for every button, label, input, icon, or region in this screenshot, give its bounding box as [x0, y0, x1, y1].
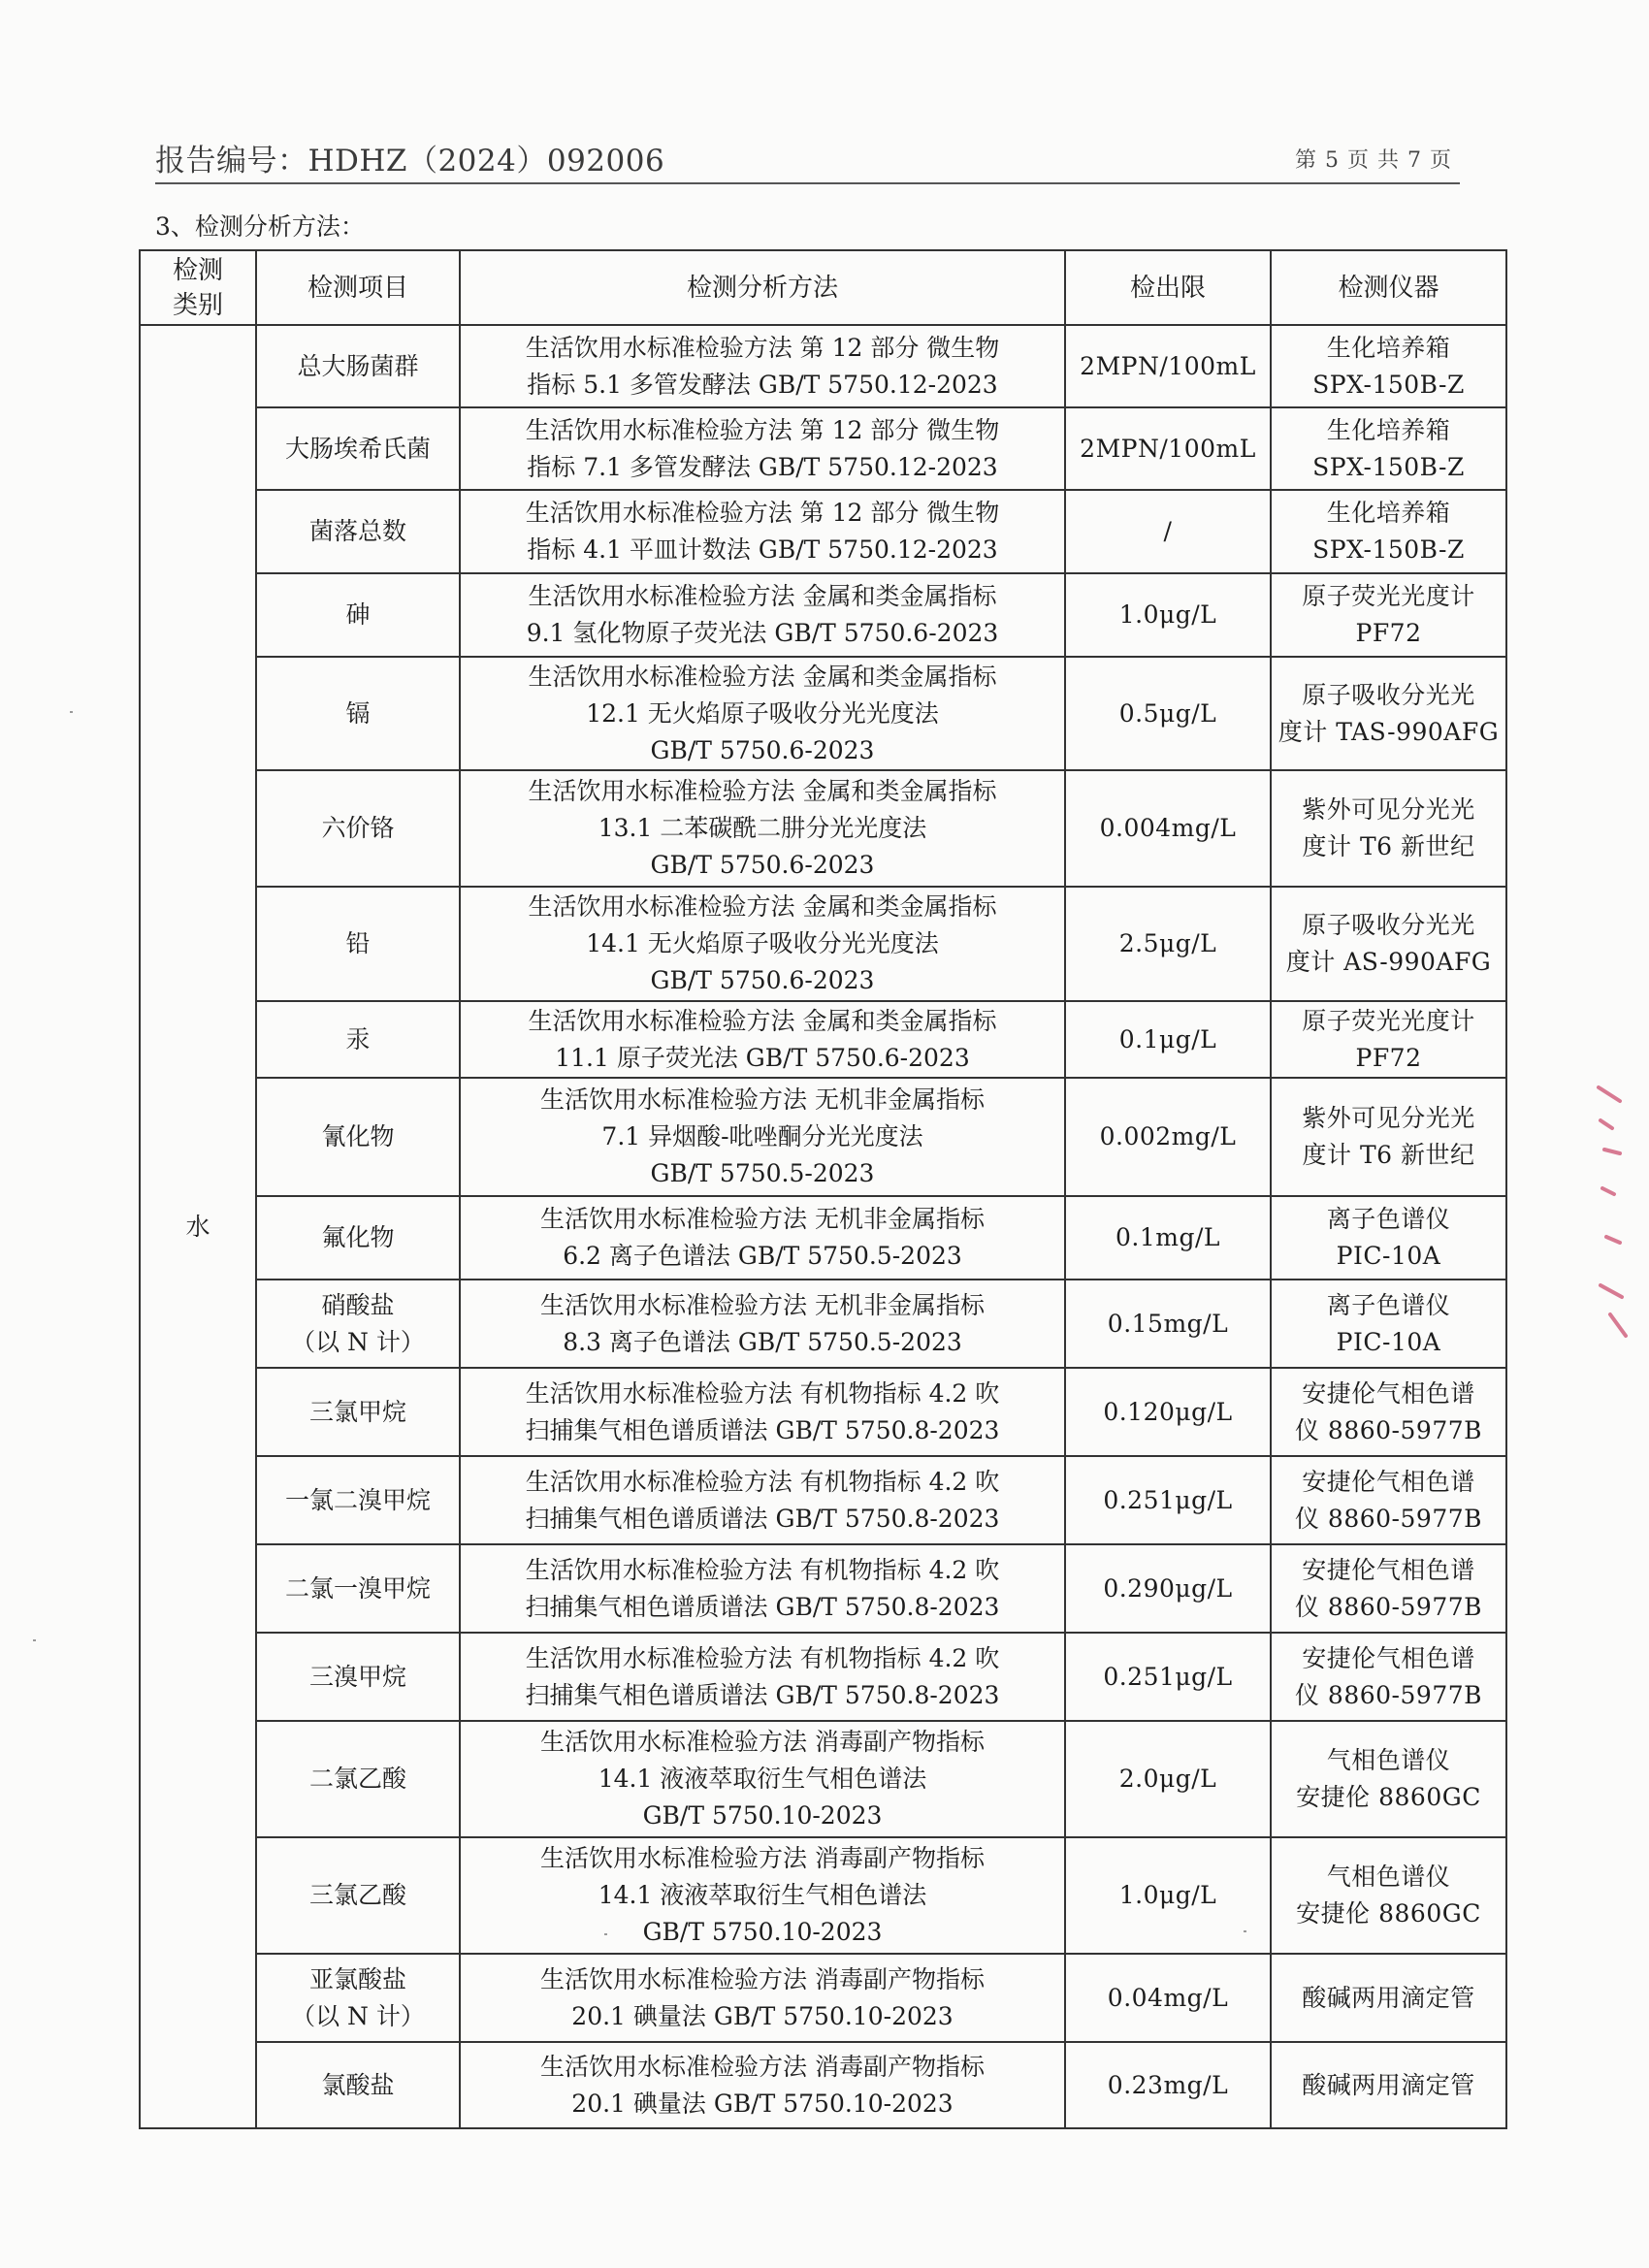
- limit-cell: 2.0μg/L: [1065, 1721, 1271, 1837]
- limit-cell: 0.15mg/L: [1065, 1280, 1271, 1368]
- limit-cell: 1.0μg/L: [1065, 573, 1271, 657]
- limit-cell: 0.23mg/L: [1065, 2042, 1271, 2128]
- item-cell: [256, 1633, 460, 1721]
- limit-cell: 0.004mg/L: [1065, 770, 1271, 887]
- table-row: [140, 1368, 1506, 1456]
- instrument-cell-line: 仪 8860-5977B: [1294, 1680, 1482, 1709]
- limit-cell: 0.251μg/L: [1065, 1456, 1271, 1544]
- method-cell-line: 生活饮用水标准检验方法 第 12 部分 微生物: [525, 415, 1000, 444]
- method-cell-line: 14.1 液液萃取衍生气相色谱法: [598, 1765, 927, 1793]
- item-cell-line: 氯酸盐: [321, 2070, 395, 2099]
- instrument-cell: [1271, 1196, 1506, 1280]
- method-cell-line: 扫捕集气相色谱质谱法 GB/T 5750.8-2023: [525, 1415, 1000, 1444]
- scan-speck: [604, 1933, 607, 1935]
- instrument-cell: [1271, 1954, 1506, 2042]
- instrument-cell-line: 度计 T6 新世纪: [1302, 832, 1475, 860]
- method-cell-line: GB/T 5750.6-2023: [650, 851, 875, 879]
- instrument-cell-line: 原子吸收分光光: [1302, 680, 1475, 709]
- method-cell-line: 生活饮用水标准检验方法 第 12 部分 微生物: [525, 333, 1000, 362]
- item-cell: [256, 1837, 460, 1954]
- instrument-cell-line: 原子荧光光度计: [1302, 1006, 1475, 1035]
- limit-cell: 0.251μg/L: [1065, 1633, 1271, 1721]
- method-cell-line: 7.1 异烟酸-吡唑酮分光光度法: [601, 1122, 923, 1150]
- method-cell-line: 9.1 氢化物原子荧光法 GB/T 5750.6-2023: [526, 619, 999, 647]
- item-cell-line: 氰化物: [321, 1122, 395, 1150]
- item-cell: [256, 1280, 460, 1368]
- method-cell: [460, 2042, 1065, 2128]
- method-cell-line: GB/T 5750.10-2023: [642, 1801, 883, 1830]
- method-cell: [460, 1456, 1065, 1544]
- method-cell: [460, 1721, 1065, 1837]
- instrument-cell-line: PIC-10A: [1336, 1242, 1441, 1270]
- instrument-cell-line: 气相色谱仪: [1326, 1746, 1451, 1774]
- method-cell-line: 指标 4.1 平皿计数法 GB/T 5750.12-2023: [527, 535, 998, 564]
- item-cell-line: 三氯乙酸: [308, 1881, 406, 1909]
- report-number: 报告编号：HDHZ（2024）092006: [155, 144, 665, 178]
- method-cell-line: 指标 7.1 多管发酵法 GB/T 5750.12-2023: [527, 452, 998, 481]
- page-header: [155, 134, 1460, 184]
- item-cell-line: 镉: [345, 698, 371, 728]
- limit-cell: 0.1μg/L: [1065, 1001, 1271, 1078]
- method-cell-line: 8.3 离子色谱法 GB/T 5750.5-2023: [563, 1327, 962, 1356]
- table-row: [140, 1456, 1506, 1544]
- method-cell-line: 13.1 二苯碳酰二肼分光光度法: [598, 814, 927, 842]
- instrument-cell-line: 生化培养箱: [1326, 333, 1451, 362]
- method-cell-line: 生活饮用水标准检验方法 金属和类金属指标: [528, 1006, 997, 1035]
- table-row: [140, 1544, 1506, 1633]
- instrument-cell: [1271, 573, 1506, 657]
- instrument-cell-line: 仪 8860-5977B: [1294, 1415, 1482, 1444]
- limit-cell: 0.04mg/L: [1065, 1954, 1271, 2042]
- instrument-cell-line: SPX-150B-Z: [1312, 370, 1465, 399]
- limit-cell: 0.290μg/L: [1065, 1544, 1271, 1633]
- instrument-cell: [1271, 1837, 1506, 1954]
- item-cell-line: 二氯乙酸: [308, 1765, 406, 1793]
- instrument-cell-line: PF72: [1355, 1043, 1422, 1072]
- method-cell: [460, 657, 1065, 770]
- item-cell-line: 砷: [345, 600, 371, 629]
- item-cell: [256, 770, 460, 887]
- instrument-cell: [1271, 1544, 1506, 1633]
- method-cell: [460, 490, 1065, 573]
- instrument-cell-line: SPX-150B-Z: [1312, 452, 1465, 481]
- table-row: [140, 1954, 1506, 2042]
- method-cell-line: 生活饮用水标准检验方法 有机物指标 4.2 吹: [525, 1555, 1000, 1584]
- method-cell-line: 生活饮用水标准检验方法 金属和类金属指标: [528, 892, 997, 921]
- method-cell-line: 11.1 原子荧光法 GB/T 5750.6-2023: [555, 1043, 970, 1072]
- table-row: [140, 1001, 1506, 1078]
- method-cell-line: GB/T 5750.6-2023: [650, 966, 875, 994]
- item-cell-line: 总大肠菌群: [297, 351, 419, 380]
- table-row: [140, 490, 1506, 573]
- instrument-cell-line: 安捷伦气相色谱: [1302, 1467, 1475, 1496]
- method-cell-line: 生活饮用水标准检验方法 无机非金属指标: [540, 1290, 985, 1319]
- instrument-cell-line: 气相色谱仪: [1326, 1863, 1451, 1891]
- instrument-cell-line: SPX-150B-Z: [1312, 535, 1465, 564]
- method-cell-line: 20.1 碘量法 GB/T 5750.10-2023: [571, 2089, 954, 2118]
- instrument-cell: [1271, 2042, 1506, 2128]
- instrument-cell: [1271, 325, 1506, 407]
- instrument-cell-line: 仪 8860-5977B: [1294, 1592, 1482, 1621]
- item-cell-line: 亚氯酸盐: [308, 1964, 406, 1993]
- method-cell-line: 6.2 离子色谱法 GB/T 5750.5-2023: [563, 1242, 962, 1270]
- instrument-cell-line: 离子色谱仪: [1326, 1205, 1451, 1233]
- item-cell-line: 氟化物: [321, 1223, 395, 1251]
- instrument-cell-line: 度计 T6 新世纪: [1302, 1141, 1475, 1169]
- table-row: [140, 2042, 1506, 2128]
- item-cell-line: 三溴甲烷: [308, 1662, 406, 1691]
- method-cell-line: GB/T 5750.10-2023: [642, 1918, 883, 1946]
- table-row: [140, 1280, 1506, 1368]
- instrument-cell-line: 安捷伦气相色谱: [1302, 1643, 1475, 1672]
- instrument-cell-line: 酸碱两用滴定管: [1302, 2070, 1475, 2099]
- instrument-cell: [1271, 1368, 1506, 1456]
- scan-speck: [33, 1639, 36, 1641]
- table-row: [140, 1633, 1506, 1721]
- table-row: [140, 407, 1506, 490]
- limit-cell: 0.002mg/L: [1065, 1078, 1271, 1196]
- method-cell: [460, 1280, 1065, 1368]
- instrument-cell: [1271, 657, 1506, 770]
- method-cell-line: 12.1 无火焰原子吸收分光光度法: [586, 698, 939, 728]
- methods-table: [139, 249, 1507, 2129]
- instrument-cell-line: PF72: [1355, 619, 1422, 647]
- method-cell-line: 生活饮用水标准检验方法 消毒副产物指标: [540, 1728, 985, 1756]
- instrument-cell-line: 安捷伦 8860GC: [1296, 1783, 1481, 1811]
- limit-cell: 2MPN/100mL: [1065, 325, 1271, 407]
- instrument-cell-line: 生化培养箱: [1326, 499, 1451, 527]
- item-cell: [256, 1721, 460, 1837]
- method-cell-line: 生活饮用水标准检验方法 金属和类金属指标: [528, 777, 997, 805]
- method-cell: [460, 1633, 1065, 1721]
- method-cell: [460, 1001, 1065, 1078]
- instrument-cell-line: 安捷伦 8860GC: [1296, 1899, 1481, 1928]
- limit-cell: 0.5μg/L: [1065, 657, 1271, 770]
- instrument-cell-line: 度计 AS-990AFG: [1285, 948, 1492, 976]
- item-cell: [256, 1456, 460, 1544]
- section-title: 3、检测分析方法：: [155, 212, 365, 241]
- method-cell-line: 生活饮用水标准检验方法 有机物指标 4.2 吹: [525, 1378, 1000, 1408]
- method-cell: [460, 325, 1065, 407]
- item-cell-line: 一氯二溴甲烷: [284, 1485, 431, 1514]
- method-cell-line: 扫捕集气相色谱质谱法 GB/T 5750.8-2023: [525, 1504, 1000, 1533]
- method-cell-line: 生活饮用水标准检验方法 有机物指标 4.2 吹: [525, 1643, 1000, 1672]
- method-cell-line: 生活饮用水标准检验方法 消毒副产物指标: [540, 1844, 985, 1872]
- method-cell: [460, 1837, 1065, 1954]
- instrument-cell: [1271, 1721, 1506, 1837]
- table-row: [140, 1721, 1506, 1837]
- method-cell: [460, 573, 1065, 657]
- header-item: 检测项目: [256, 250, 460, 325]
- instrument-cell: [1271, 1001, 1506, 1078]
- instrument-cell-line: 酸碱两用滴定管: [1302, 1983, 1475, 2012]
- method-cell-line: 生活饮用水标准检验方法 消毒副产物指标: [540, 1964, 985, 1993]
- table-row: [140, 573, 1506, 657]
- table-row: [140, 657, 1506, 770]
- header-category: 检测 类别: [140, 250, 256, 325]
- method-cell-line: GB/T 5750.5-2023: [650, 1159, 875, 1187]
- item-cell-line: （以 N 计）: [291, 2001, 425, 2030]
- item-cell: [256, 1544, 460, 1633]
- instrument-cell: [1271, 490, 1506, 573]
- limit-cell: 2.5μg/L: [1065, 887, 1271, 1001]
- instrument-cell: [1271, 1280, 1506, 1368]
- instrument-cell-line: 生化培养箱: [1326, 415, 1451, 444]
- item-cell: [256, 407, 460, 490]
- item-cell-line: 三氯甲烷: [308, 1397, 406, 1426]
- item-cell: [256, 325, 460, 407]
- seal-stamp-fragment: [1591, 1082, 1630, 1344]
- table-row: [140, 1837, 1506, 1954]
- method-cell-line: 扫捕集气相色谱质谱法 GB/T 5750.8-2023: [525, 1592, 1000, 1621]
- item-cell: [256, 2042, 460, 2128]
- method-cell: [460, 407, 1065, 490]
- limit-cell: 2MPN/100mL: [1065, 407, 1271, 490]
- item-cell-line: 硝酸盐: [321, 1290, 395, 1319]
- method-cell: [460, 1544, 1065, 1633]
- item-cell: [256, 1196, 460, 1280]
- method-cell: [460, 1368, 1065, 1456]
- instrument-cell-line: 原子吸收分光光: [1302, 911, 1475, 939]
- table-header-row: [140, 250, 1506, 325]
- limit-cell: 0.1mg/L: [1065, 1196, 1271, 1280]
- limit-cell: 1.0μg/L: [1065, 1837, 1271, 1954]
- instrument-cell: [1271, 887, 1506, 1001]
- scan-speck: [70, 711, 73, 713]
- method-cell-line: 生活饮用水标准检验方法 有机物指标 4.2 吹: [525, 1467, 1000, 1496]
- scan-speck: [1244, 1930, 1246, 1932]
- item-cell: [256, 657, 460, 770]
- item-cell-line: 汞: [345, 1024, 371, 1053]
- item-cell-line: 六价铬: [321, 814, 395, 842]
- method-cell-line: 生活饮用水标准检验方法 消毒副产物指标: [540, 2052, 985, 2081]
- item-cell: [256, 1368, 460, 1456]
- instrument-cell-line: 仪 8860-5977B: [1294, 1504, 1482, 1533]
- header-limit: 检出限: [1065, 250, 1271, 325]
- method-cell-line: 生活饮用水标准检验方法 无机非金属指标: [540, 1205, 985, 1233]
- instrument-cell-line: 紫外可见分光光: [1302, 1104, 1475, 1132]
- item-cell-line: 铅: [345, 929, 371, 957]
- instrument-cell-line: 安捷伦气相色谱: [1302, 1555, 1475, 1584]
- item-cell-line: （以 N 计）: [291, 1327, 425, 1356]
- instrument-cell-line: PIC-10A: [1336, 1327, 1441, 1356]
- item-cell: [256, 1078, 460, 1196]
- method-cell-line: 14.1 无火焰原子吸收分光光度法: [586, 929, 939, 957]
- header-instrument: 检测仪器: [1271, 250, 1506, 325]
- instrument-cell-line: 原子荧光光度计: [1302, 582, 1475, 610]
- instrument-cell: [1271, 770, 1506, 887]
- method-cell-line: 生活饮用水标准检验方法 无机非金属指标: [540, 1085, 985, 1114]
- instrument-cell-line: 度计 TAS-990AFG: [1277, 717, 1500, 746]
- instrument-cell-line: 安捷伦气相色谱: [1302, 1378, 1475, 1408]
- item-cell: [256, 1001, 460, 1078]
- method-cell: [460, 1078, 1065, 1196]
- method-cell-line: GB/T 5750.6-2023: [650, 735, 875, 764]
- method-cell-line: 生活饮用水标准检验方法 金属和类金属指标: [528, 582, 997, 610]
- instrument-cell: [1271, 1633, 1506, 1721]
- category-cell: 水: [140, 325, 256, 2128]
- item-cell: [256, 490, 460, 573]
- table-row: [140, 1196, 1506, 1280]
- page-number: 第 5 页 共 7 页: [1295, 148, 1452, 173]
- table-row: [140, 887, 1506, 1001]
- instrument-cell-line: 紫外可见分光光: [1302, 795, 1475, 824]
- item-cell: [256, 1954, 460, 2042]
- item-cell-line: 大肠埃希氏菌: [284, 434, 431, 463]
- limit-cell: /: [1065, 490, 1271, 573]
- method-cell-line: 扫捕集气相色谱质谱法 GB/T 5750.8-2023: [525, 1680, 1000, 1709]
- instrument-cell: [1271, 1456, 1506, 1544]
- table-row: [140, 1078, 1506, 1196]
- instrument-cell: [1271, 407, 1506, 490]
- table-row: [140, 770, 1506, 887]
- method-cell: [460, 1954, 1065, 2042]
- item-cell-line: 菌落总数: [308, 517, 406, 545]
- method-cell-line: 14.1 液液萃取衍生气相色谱法: [598, 1881, 927, 1909]
- item-cell: [256, 887, 460, 1001]
- method-cell-line: 生活饮用水标准检验方法 第 12 部分 微生物: [525, 499, 1000, 527]
- item-cell: [256, 573, 460, 657]
- instrument-cell-line: 离子色谱仪: [1326, 1290, 1451, 1319]
- method-cell: [460, 770, 1065, 887]
- header-method: 检测分析方法: [460, 250, 1065, 325]
- table-row: [140, 325, 1506, 407]
- method-cell: [460, 887, 1065, 1001]
- item-cell-line: 二氯一溴甲烷: [284, 1573, 431, 1603]
- instrument-cell: [1271, 1078, 1506, 1196]
- method-cell-line: 生活饮用水标准检验方法 金属和类金属指标: [528, 662, 997, 691]
- limit-cell: 0.120μg/L: [1065, 1368, 1271, 1456]
- method-cell-line: 指标 5.1 多管发酵法 GB/T 5750.12-2023: [527, 370, 998, 399]
- method-cell: [460, 1196, 1065, 1280]
- method-cell-line: 20.1 碘量法 GB/T 5750.10-2023: [571, 2001, 954, 2030]
